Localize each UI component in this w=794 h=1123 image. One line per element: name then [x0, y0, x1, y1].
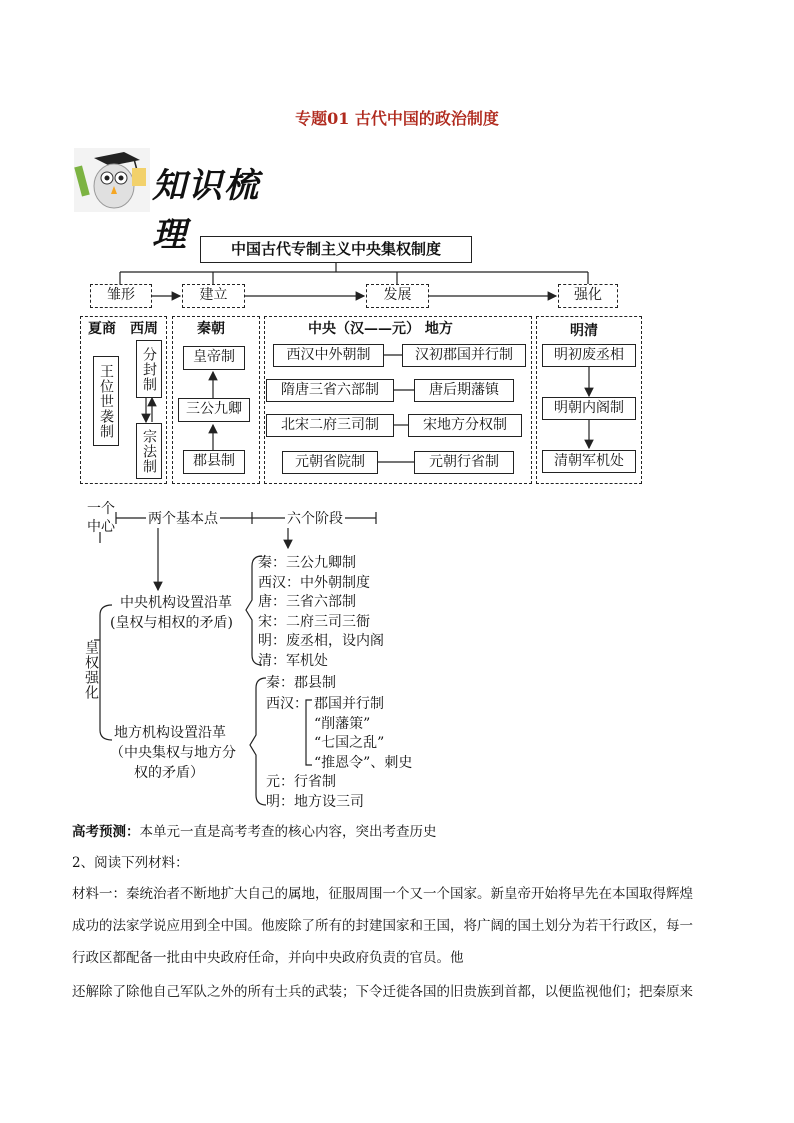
- xihan-item: “推恩令”、刺史: [314, 754, 413, 771]
- stage-embryo: 雏形: [90, 284, 152, 308]
- central-item: 清：军机处: [258, 652, 328, 669]
- xia-shang-label: 夏商: [88, 321, 116, 337]
- county-box: 郡县制: [183, 450, 245, 474]
- local-xihan-items: [314, 695, 412, 773]
- dev-left-4: 元朝省院制: [282, 451, 378, 474]
- material-1-line-2: 成功的法家学说应用到全中国。他废除了所有的封建国家和王国，将广阔的国土划分为若干行政区，每一: [72, 918, 693, 934]
- qin-label: 秦朝: [197, 321, 225, 337]
- dev-left-2: 隋唐三省六部制: [266, 379, 394, 402]
- xihan-item: 郡国并行制: [314, 696, 384, 712]
- logo-text: 知识梳理: [152, 166, 260, 255]
- central-items: [258, 554, 384, 671]
- develop-header: 中央（汉——元） 地方: [308, 321, 453, 337]
- zongfa-box: 宗法制: [136, 423, 162, 479]
- prediction-line: [72, 822, 722, 842]
- ming-box-2: 明朝内阁制: [542, 397, 636, 420]
- central-sub: (皇权与相权的矛盾): [110, 615, 233, 631]
- one-center-text: 一个中心: [87, 501, 115, 535]
- emperor-box: 皇帝制: [183, 346, 245, 370]
- six-stages: 六个阶段: [287, 511, 343, 527]
- question-2: 2、阅读下列材料：: [72, 855, 189, 871]
- local-qin: 秦：郡县制: [266, 675, 336, 691]
- material-1-line-1: 材料一：秦统治者不断地扩大自己的属地，征服周围一个又一个国家。新皇帝开始将早先在本国取得辉煌: [72, 886, 693, 902]
- central-item: 西汉：中外朝制度: [258, 574, 370, 591]
- ming-box-1: 明初废丞相: [542, 344, 636, 367]
- fenfeng-box: 分封制: [136, 340, 162, 398]
- prediction-label: 高考预测：: [72, 824, 140, 840]
- dev-left-3: 北宋二府三司制: [266, 414, 394, 437]
- dev-right-1: 汉初郡国并行制: [402, 344, 526, 367]
- local-sub-1: （中央集权与地方分: [110, 745, 236, 761]
- stage-develop: 发展: [366, 284, 429, 308]
- material-1-line-4: 还解除了除他自己军队之外的所有士兵的武装；下令迁徙各国的旧贵族到首都，以便监视他们；把秦原来: [72, 984, 693, 1000]
- xihan-item: “削藩策”: [314, 715, 371, 732]
- dev-right-3: 宋地方分权制: [408, 414, 522, 437]
- material-1-line-3: 行政区都配备一批由中央政府任命，并向中央政府负责的官员。他: [72, 950, 464, 966]
- hereditary-box: 王位世袭制: [93, 356, 119, 446]
- central-item: 秦：三公九卿制: [258, 555, 356, 571]
- prediction-text: 本单元一直是高考考查的核心内容，突出考查历史: [139, 824, 437, 840]
- xihan-item: “七国之乱”: [314, 735, 385, 751]
- xizhou-label: 西周: [130, 321, 158, 337]
- huangquan-label: 皇权强化: [83, 640, 99, 700]
- central-item: 宋：二府三司三衙: [258, 613, 370, 630]
- central-title: 中央机构设置沿革: [120, 595, 232, 611]
- ming-box-3: 清朝军机处: [542, 450, 636, 473]
- local-xihan-label: 西汉：: [266, 696, 308, 712]
- dev-right-4: 元朝行省制: [414, 451, 514, 474]
- sangong-box: 三公九卿: [178, 398, 250, 422]
- ming-qing-label: 明清: [570, 323, 598, 339]
- stage-establish: 建立: [182, 284, 245, 308]
- root-box: 中国古代专制主义中央集权制度: [200, 236, 472, 263]
- local-yuan: 元：行省制: [266, 774, 336, 790]
- one-center: [86, 500, 116, 536]
- local-sub-2: 权的矛盾）: [134, 765, 204, 781]
- central-item: 唐：三省六部制: [258, 594, 356, 610]
- stage-strengthen: 强化: [558, 284, 618, 308]
- document-title: 专题01 古代中国的政治制度: [295, 109, 499, 128]
- local-ming: 明：地方设三司: [266, 794, 364, 810]
- central-item: 明：废丞相，设内阁: [258, 633, 384, 649]
- dev-right-2: 唐后期藩镇: [414, 379, 514, 402]
- two-points: 两个基本点: [148, 511, 218, 527]
- dev-left-1: 西汉中外朝制: [273, 344, 384, 367]
- local-title: 地方机构设置沿革: [114, 725, 226, 741]
